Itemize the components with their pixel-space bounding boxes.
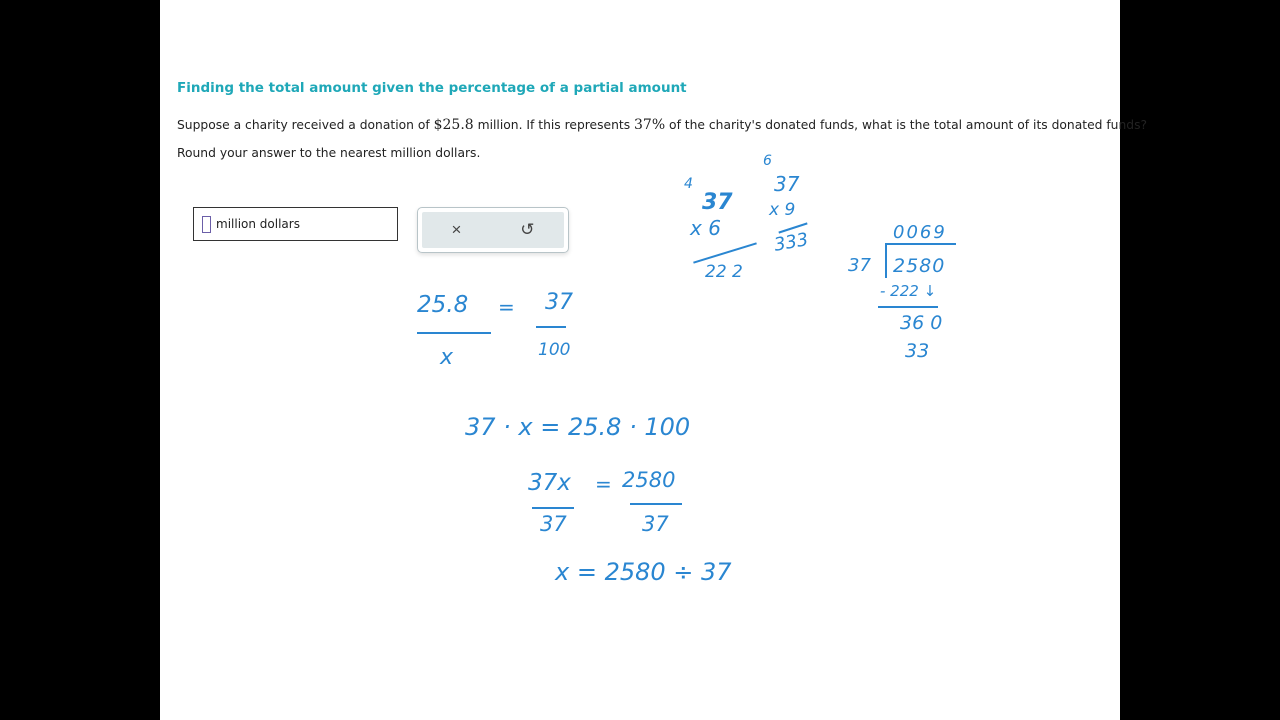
hw-quotient: 0069	[893, 222, 947, 243]
hw-number: 33	[905, 340, 930, 362]
answer-input[interactable]	[193, 207, 398, 241]
hw-line	[630, 503, 682, 505]
donation-amount: $25.8	[433, 117, 474, 133]
hw-line	[532, 507, 574, 509]
hw-equals: =	[595, 472, 612, 496]
unit-label: million dollars	[216, 217, 300, 231]
hw-number: 37	[540, 512, 567, 536]
hw-line	[885, 243, 887, 278]
question-part: Suppose a charity received a donation of	[177, 118, 434, 132]
hw-divisor: 37	[848, 255, 871, 276]
hw-number: 37	[545, 290, 573, 315]
hw-line	[878, 306, 938, 308]
undo-button[interactable]: ↺	[514, 219, 540, 241]
worksheet-page	[160, 0, 1148, 720]
hw-number: 36 0	[900, 312, 943, 334]
page-title: Finding the total amount given the percentage of a partial amount	[177, 80, 687, 96]
hw-number: 100	[538, 340, 571, 360]
hw-line	[417, 332, 491, 334]
hw-number: 333	[772, 229, 810, 256]
text-cursor	[202, 216, 211, 233]
hw-number: 25.8	[417, 292, 469, 318]
hw-number: 2580	[622, 468, 676, 492]
hw-number: 37x	[528, 470, 571, 496]
hw-line	[886, 243, 956, 245]
hw-number: x 9	[769, 200, 796, 220]
hw-variable: x	[440, 345, 454, 370]
question-part: million. If this represents	[473, 118, 635, 132]
hw-line	[693, 242, 757, 263]
hw-carry: 4	[684, 176, 693, 192]
hw-number: 37	[642, 512, 669, 536]
hw-number: 37	[774, 172, 800, 196]
answer-toolbar	[417, 207, 569, 253]
hw-line	[536, 326, 566, 328]
hw-number: 37	[702, 190, 733, 215]
percentage: 37%	[634, 117, 666, 133]
hw-carry: 6	[763, 153, 772, 169]
instruction-text: Round your answer to the nearest million dollars.	[177, 146, 481, 160]
clear-button[interactable]: ×	[445, 219, 467, 241]
hw-equals: =	[498, 295, 515, 319]
question-text	[177, 117, 1147, 133]
hw-dividend: 2580	[893, 255, 946, 277]
question-part: of the charity's donated funds, what is the total amount of its donated funds?	[665, 118, 1148, 132]
hw-number: x 6	[690, 216, 721, 240]
hw-equation: 37 · x = 25.8 · 100	[465, 413, 691, 441]
hw-equation: x = 2580 ÷ 37	[555, 558, 732, 586]
hw-number: 22 2	[705, 262, 743, 282]
hw-subtract: - 222 ↓	[880, 282, 937, 300]
